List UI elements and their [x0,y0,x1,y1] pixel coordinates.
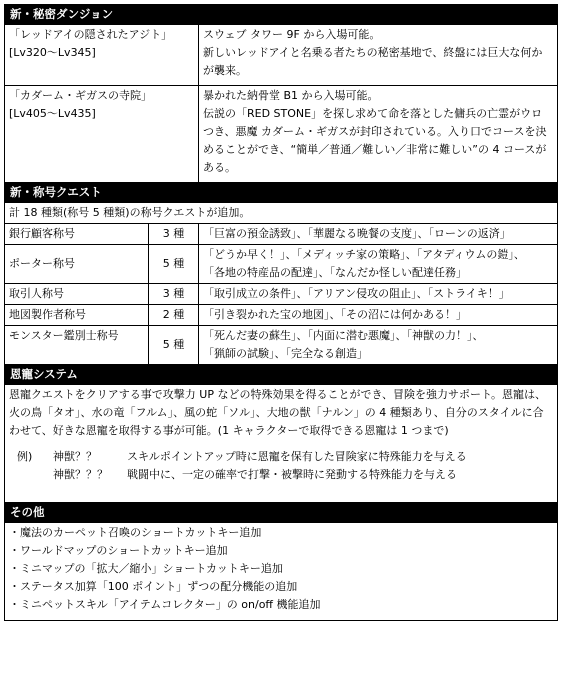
dungeon-level: [Lv320～Lv345] [9,46,96,59]
quest-row [5,284,558,305]
quest-title-name: 地図製作者称号 [5,305,149,326]
quest-title-name: 銀行顧客称号 [5,224,149,245]
blessing-text: 恩寵クエストをクリアする事で攻撃力 UP などの特殊効果を得ることができ、冒険を強力サポート。恩寵は、火の鳥「タオ」、水の竜「フルム」、風の蛇「ソル」、大地の獣「ナルン」の 4 種類あり、自分のスタイルに合わせて、好きな恩寵を取得する事が可能。(1 キャラクターで取得できる恩寵は 1 つまで) [9,388,547,437]
blessing-body [5,385,558,503]
quest-items: 「巨富の預金誘致」、「華麗なる晩餐の支度」、「ローンの返済」 [199,224,558,245]
dungeon-entry: スウェブ タワー 9F から入場可能。 [203,28,381,41]
dungeon-desc: 新しいレッドアイと名乗る者たちの秘密基地で、終盤には巨大な何かが襲来。 [203,46,543,77]
other-list [9,524,553,614]
blessing-header: 恩寵システム [5,365,558,385]
quest-count: 5 種 [149,245,199,284]
quest-items: 「各地の特産品の配達」、「なんだか怪しい配達任務」 [203,266,467,279]
example-desc: 戦闘中に、一定の確率で打撃・被撃時に発動する特殊能力を与える [127,468,457,481]
list-item: ・魔法のカーペット召喚のショートカットキー追加 [9,526,262,539]
dungeon-row [5,86,558,183]
quest-header: 新・称号クエスト [5,183,558,203]
dungeon-level: [Lv405～Lv435] [9,107,96,120]
list-item: ・ミニペットスキル「アイテムコレクター」の on/off 機能追加 [9,598,321,611]
quest-row [5,224,558,245]
quest-summary: 計 18 種類(称号 5 種類)の称号クエストが追加。 [5,203,558,224]
quest-count: 3 種 [149,284,199,305]
quest-row [5,305,558,326]
dungeon-entry: 暴かれた納骨堂 B1 から入場可能。 [203,89,379,102]
example-label: 例) [17,450,33,463]
dungeon-header: 新・秘密ダンジョン [5,5,558,25]
example-key: 神獣？？ [53,450,97,463]
quest-items: 「死んだ妻の蘇生」、「内面に潜む悪魔」、「神獣の力！」、 [203,329,484,342]
blessing-example [9,448,553,466]
example-key: 神獣？？？ [53,468,108,481]
example-label [17,466,53,484]
dungeon-row [5,25,558,86]
quest-items: 「取引成立の条件」、「アリアン侵攻の阻止」、「ストライキ！」 [199,284,558,305]
update-table [4,4,558,621]
quest-title-name: 取引人称号 [5,284,149,305]
quest-count: 3 種 [149,224,199,245]
list-item: ・ミニマップの「拡大／縮小」ショートカットキー追加 [9,562,283,575]
other-body [5,523,558,621]
quest-count: 2 種 [149,305,199,326]
quest-items: 「引き裂かれた宝の地図」、「その沼には何かある！」 [199,305,558,326]
quest-row [5,245,558,284]
quest-title-name: モンスター鑑別士称号 [5,326,149,365]
dungeon-name: 「レッドアイの隠されたアジト」 [9,28,173,41]
quest-items: 「猟師の試験」、「完全なる創造」 [203,347,368,360]
other-header: その他 [5,503,558,523]
update-document [4,4,557,621]
dungeon-desc: 伝説の「RED STONE」を探し求めて命を落とした傭兵の亡霊がウロつき、悪魔 カダーム・ギガスが封印されている。入り口でコースを決めることができ、“簡単／普通／難しい／非常に難しい”の 4 コースがある。 [203,107,547,174]
quest-row [5,326,558,365]
quest-items: 「どうか早く！」、「メディッチ家の策略」、「アタディウムの鎧」、 [203,248,525,261]
dungeon-name: 「カダーム・ギガスの寺院」 [9,89,152,102]
quest-count: 5 種 [149,326,199,365]
blessing-example [9,466,553,484]
example-desc: スキルポイントアップ時に恩寵を保有した冒険家に特殊能力を与える [127,450,467,463]
list-item: ・ステータス加算「100 ポイント」ずつの配分機能の追加 [9,580,298,593]
quest-title-name: ポーター称号 [5,245,149,284]
list-item: ・ワールドマップのショートカットキー追加 [9,544,228,557]
